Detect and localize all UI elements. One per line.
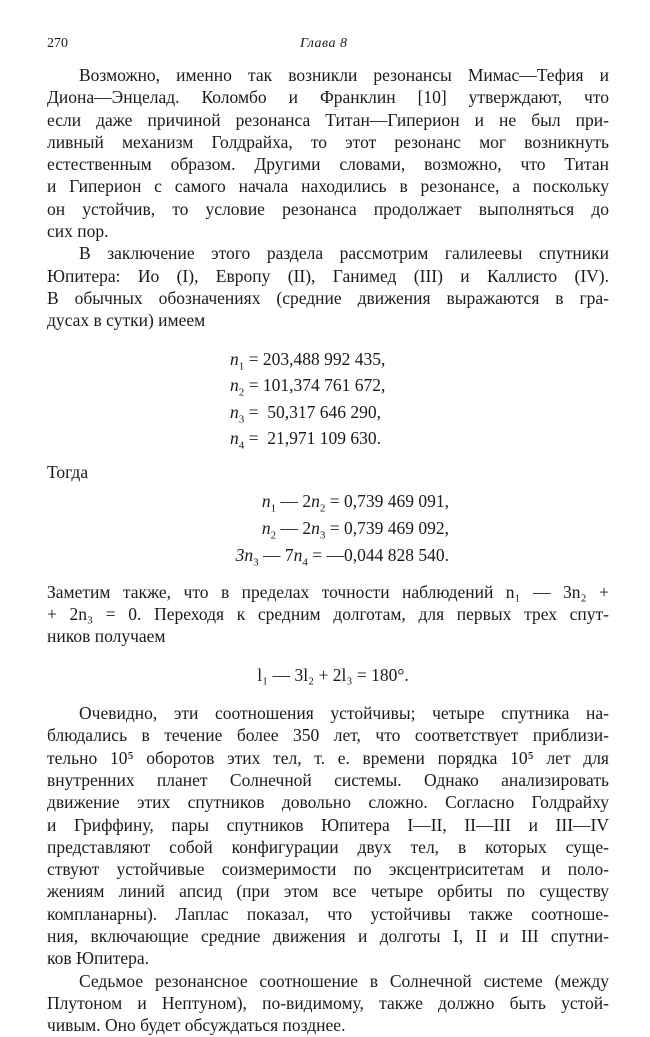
then-label: Тогда (47, 461, 89, 482)
paragraph-1 (47, 64, 609, 242)
paragraph-4 (47, 702, 609, 970)
text-line: дусах в сутки) имеем (47, 310, 206, 331)
text-line: движение этих спутников довольно сложно. Согласно Голдрайху (47, 792, 609, 813)
equation-n2: $n_2 = 101,374$ 761 672, (230, 375, 386, 399)
text-line: ников получаем (47, 626, 166, 647)
text-line: В заключение этого раздела рассмотрим галилеевы спутники (79, 243, 609, 264)
longitude-equation (47, 664, 609, 686)
text-line: он устойчив, то условие резонанса продолжает выполняться до (47, 198, 609, 219)
page-number: 270 (47, 36, 68, 51)
equation-n3: $n_3 = 50,317$ 646 290, (230, 401, 381, 426)
paragraph-5 (47, 970, 609, 1037)
text-line: Юпитера: Ио (I), Европу (II), Ганимед (III) и Каллисто (IV). (47, 265, 609, 286)
text-line: ния, включающие средние движения и долготы I, II и III спутни- (47, 926, 609, 947)
text-line: ливный механизм Голдрайха, то этот резонанс мог возникнуть (47, 131, 609, 152)
equation-n4: $n_4 = 21,971$ 109 630. (230, 428, 381, 452)
text-line: тельно 10⁵ оборотов этих тел, т. е. времени порядка 10⁵ лет для (47, 747, 609, 768)
text-line: Плутоном и Нептуном), по-видимому, также должно быть устой- (47, 992, 609, 1013)
text-line: Диона—Энцелад. Коломбо и Франклин [10] утверждают, что (47, 87, 609, 108)
text-line: ствуют устойчивые соизмеримости по эксцентриситетам и поло- (47, 859, 609, 880)
text-line: и Гиперион с самого начала находились в резонансе, а поскольку (47, 176, 609, 197)
text-line: жениям линий апсид (при этом все четыре орбиты по существу (47, 881, 609, 902)
text-line: Возможно, именно так возникли резонансы Мимас—Тефия и (79, 65, 609, 85)
relation-2: $n_2$ — $2n_3 = 0,739$ 469 092, (261, 517, 449, 542)
text-line: и Гриффину, пары спутников Юпитера I—II, II—III и III—IV (47, 814, 609, 835)
longitude-equation-text: l₁ — 3l₂ + 2l₃ = 180°. (257, 664, 409, 685)
text-line: чивым. Оно будет обсуждаться позднее. (47, 1015, 346, 1036)
text-line: В обычных обозначениях (средние движения выражаются в гра- (47, 287, 609, 308)
text-line: если даже причиной резонанса Титан—Гиперион и не был при- (47, 109, 609, 130)
page-body (47, 64, 609, 1037)
mean-motion-equations (47, 346, 609, 452)
text-line: внутренних планет Солнечной системы. Однако анализировать (47, 769, 609, 790)
text-line: ков Юпитера. (47, 948, 150, 969)
relation-3: $3n_3$ — $7n_4$ = —0,044 828 540. (235, 544, 449, 569)
text-line: представляют собой конфигурации двух тел, в которых суще- (47, 836, 609, 857)
text-line: Седьмое резонансное соотношение в Солнечной системе (между (79, 970, 609, 991)
text-line: естественным образом. Другими словами, возможно, что Титан (47, 154, 609, 175)
running-head: Глава 8 (300, 36, 348, 51)
text-line: сих пор. (47, 221, 109, 242)
relation-1: $n_1$ — $2n_2 = 0,739$ 469 091, (261, 490, 449, 515)
equation-n1: $n_1 = 203,488$ 992 435, (230, 348, 386, 373)
paragraph-3 (47, 581, 609, 648)
text-line: блюдались в течение более 350 лет, что соответствует приблизи- (47, 725, 609, 746)
text-line: компланарны). Лаплас показал, что устойчивы также соотноше- (47, 903, 609, 924)
paragraph-2 (47, 242, 609, 331)
resonance-relations (47, 488, 609, 569)
text-line: Заметим также, что в пределах точности наблюдений n₁ — 3n₂ + (47, 581, 609, 602)
text-line: + 2n₃ = 0. Переходя к средним долготам, для первых трех спут- (47, 604, 609, 625)
page-header (47, 36, 602, 56)
text-line: Очевидно, эти соотношения устойчивы; четыре спутника на- (79, 703, 609, 724)
